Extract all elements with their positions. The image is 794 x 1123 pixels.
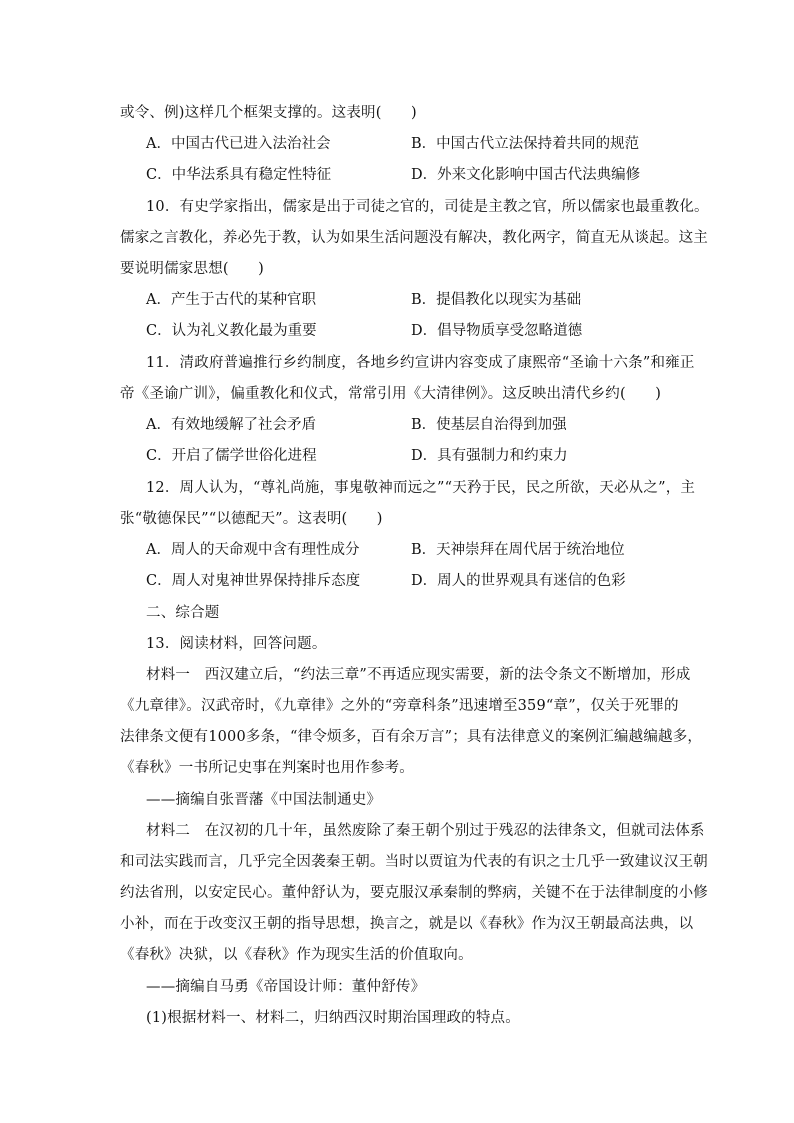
q13-sub-question-1: (1)根据材料一、材料二，归纳西汉时期治国理政的特点。 xyxy=(146,1010,520,1026)
material-2-line-1: 材料二 在汉初的几十年，虽然废除了秦王朝个别过于残忍的法律条文，但就司法体系 xyxy=(146,823,705,839)
material-1-line-2: 《九章律》。汉武帝时，《九章律》之外的“旁章科条”迅速增至359“章”，仅关于死罪的 xyxy=(120,698,679,714)
q10-option-d: D．倡导物质享受忽略道德 xyxy=(411,323,583,339)
q11-option-d: D．具有强制力和约束力 xyxy=(411,448,568,464)
q9-option-a: A．中国古代已进入法治社会 xyxy=(146,136,331,152)
q12-option-d: D．周人的世界观具有迷信的色彩 xyxy=(411,573,626,589)
q12-option-a: A．周人的天命观中含有理性成分 xyxy=(146,542,360,558)
q9-option-b: B．中国古代立法保持着共同的规范 xyxy=(411,136,640,152)
material-2-line-2: 和司法实践而言，几乎完全因袭秦王朝。当时以贾谊为代表的有识之士几乎一致建议汉王朝 xyxy=(120,854,708,870)
q11-option-c: C．开启了儒学世俗化进程 xyxy=(146,448,317,464)
material-1-line-1: 材料一 西汉建立后，“约法三章”不再适应现实需要，新的法令条文不断增加，形成 xyxy=(146,667,691,683)
q12-option-c: C．周人对鬼神世界保持排斥态度 xyxy=(146,573,361,589)
q9-option-c: C．中华法系具有稳定性特征 xyxy=(146,167,332,183)
q9-stem-tail: 或令、例)这样几个框架支撑的。这表明( ) xyxy=(120,105,417,121)
q10-stem-line-1: 10．有史学家指出，儒家是出于司徒之官的，司徒是主教之官，所以儒家也最重教化。 xyxy=(146,199,709,215)
section-2-title: 二、综合题 xyxy=(146,605,220,621)
q10-stem-line-3: 要说明儒家思想( ) xyxy=(120,261,265,277)
material-1-source: ——摘编自张晋藩《中国法制通史》 xyxy=(146,792,382,808)
material-1-line-4: 《春秋》一书所记史事在判案时也用作参考。 xyxy=(120,760,414,776)
q11-stem-line-1: 11．清政府普遍推行乡约制度，各地乡约宣讲内容变成了康熙帝“圣谕十六条”和雍正 xyxy=(146,355,695,371)
q12-stem-line-1: 12．周人认为，“尊礼尚施，事鬼敬神而远之”“天矜于民，民之所欲，天必从之”，主 xyxy=(146,480,696,496)
q12-option-b: B．天神崇拜在周代居于统治地位 xyxy=(411,542,625,558)
material-2-line-4: 小补，而在于改变汉王朝的指导思想，换言之，就是以《春秋》作为汉王朝最高法典，以 xyxy=(120,916,694,932)
q10-option-a: A．产生于古代的某种官职 xyxy=(146,292,316,308)
material-2-line-3: 约法省刑，以安定民心。董仲舒认为，要克服汉承秦制的弊病，关键不在于法律制度的小修 xyxy=(120,885,708,901)
q11-stem-line-2: 帝《圣谕广训》，偏重教化和仪式，常常引用《大清律例》。这反映出清代乡约( ) xyxy=(120,386,662,402)
material-1-line-3: 法律条文便有1000多条，“律令烦多，百有余万言”；具有法律意义的案例汇编越编越多， xyxy=(120,729,703,745)
q9-option-d: D．外来文化影响中国古代法典编修 xyxy=(411,167,641,183)
q12-stem-line-2: 张“敬德保民”“以德配天”。这表明( ) xyxy=(120,511,383,527)
material-2-source: ——摘编自马勇《帝国设计师：董仲舒传》 xyxy=(146,979,426,995)
material-2-line-5: 《春秋》决狱，以《春秋》作为现实生活的价值取向。 xyxy=(120,947,473,963)
q10-stem-line-2: 儒家之言教化，养必先于教，认为如果生活问题没有解决，教化两字，简直无从谈起。这主 xyxy=(120,230,708,246)
q11-option-a: A．有效地缓解了社会矛盾 xyxy=(146,417,316,433)
q11-option-b: B．使基层自治得到加强 xyxy=(411,417,567,433)
q10-option-c: C．认为礼义教化最为重要 xyxy=(146,323,317,339)
q10-option-b: B．提倡教化以现实为基础 xyxy=(411,292,582,308)
q13-stem: 13．阅读材料，回答问题。 xyxy=(146,636,327,652)
